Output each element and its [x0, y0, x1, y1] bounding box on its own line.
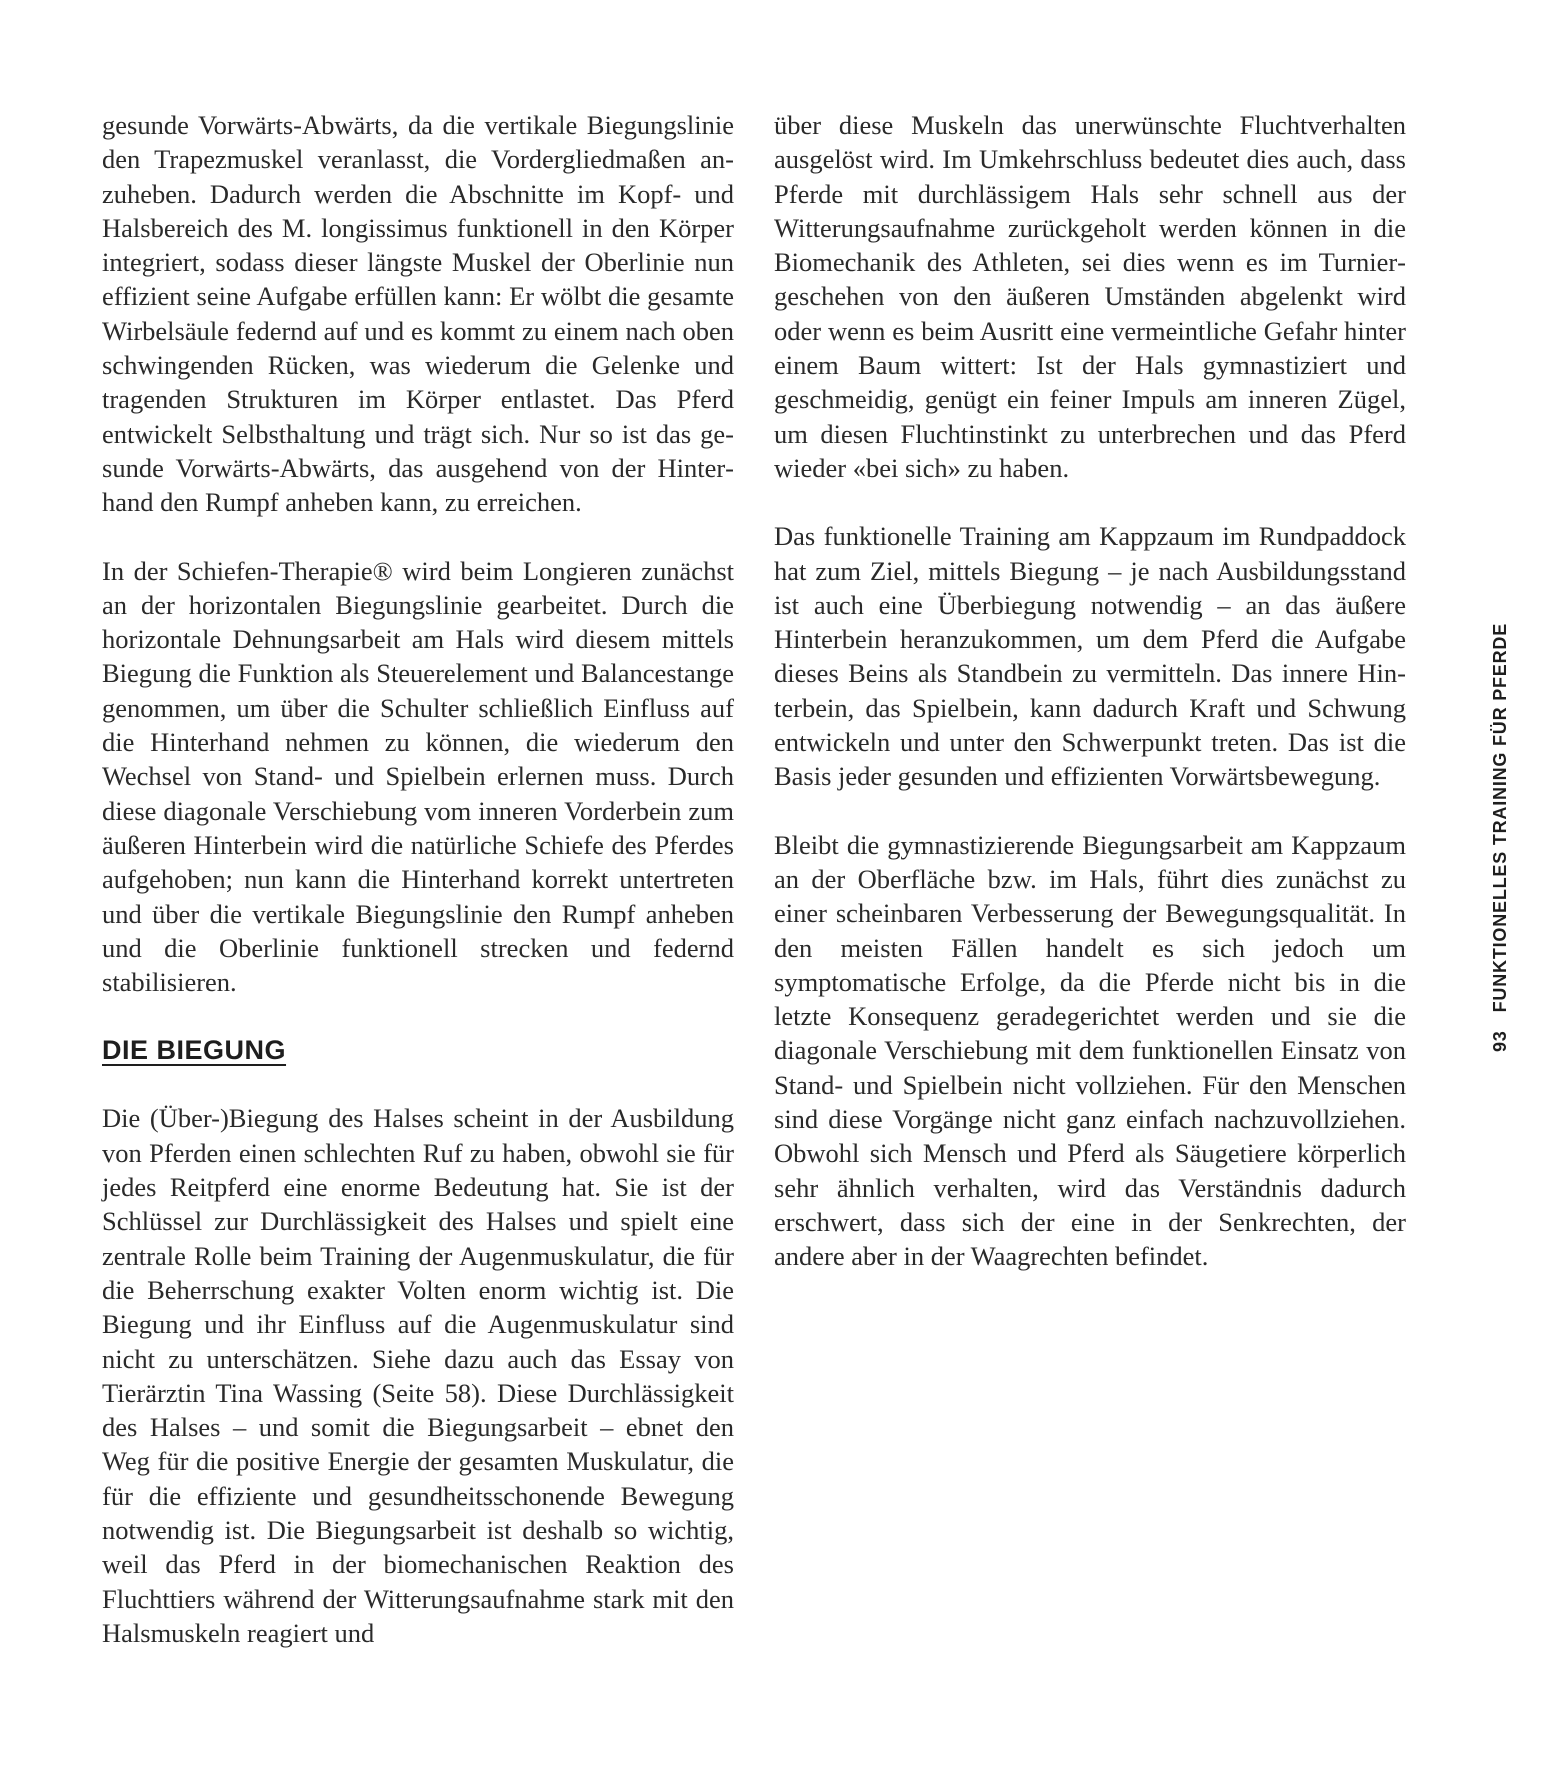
section-heading: DIE BIEGUNG: [102, 1035, 287, 1066]
page-number: 93: [1490, 1030, 1510, 1052]
running-head-title: FUNKTIONELLES TRAINING FÜR PFERDE: [1490, 622, 1510, 1013]
body-paragraph: Bleibt die gymnastizierende Biegungsarbeit am Kappzaum an der Oberfläche bzw. im Hals, führt dies zunächst zu einer scheinbaren Verbesserung der Bewegungsqualität. In den meisten Fällen handelt es sich jedoch um symptomatische Erfolge, da die Pferde nicht bis in die letzte Konsequenz geradegerichtet werden und sie die diagonale Verschiebung mit dem funktionellen Einsatz von Stand- und Spielbein nicht vollziehen. Für den Menschen sind diese Vorgänge nicht ganz einfach nachzuvollziehen. Obwohl sich Mensch und Pferd als Säugetiere körperlich sehr ähnlich verhalten, wird das Verständnis dadurch erschwert, dass sich der eine in der Senkrechten, der andere aber in der Waagrechten befindet.: [774, 829, 1406, 1272]
right-column: [774, 108, 1406, 1274]
body-paragraph: In der Schiefen-Therapie® wird beim Longieren zunächst an der horizontalen Biegungslinie gearbeitet. Durch die horizontale Dehnungsarbeit am Hals wird diesem mittels Biegung die Funktion als Steuerelement und Balancestange genommen, um über die Schulter schließlich Einfluss auf die Hinterhand nehmen zu können, die wiederum den Wechsel von Stand- und Spielbein erlernen muss. Durch diese diagonale Verschiebung vom inneren Vorderbein zum äußeren Hinterbein wird die natürliche Schiefe des Pferdes aufgehoben; nun kann die Hinterhand korrekt untertreten und über die vertikale Biegungslinie den Rumpf anheben und die Oberlinie funktionell strecken und federnd stabilisieren.: [102, 555, 734, 998]
running-head: [1488, 623, 1512, 1052]
body-paragraph: Das funktionelle Training am Kappzaum im Rundpaddock hat zum Ziel, mittels Biegung – je nach Ausbildungsstand ist auch eine Überbiegung notwendig – an das äußere Hinterbein heranzukommen, um dem Pferd die Aufgabe dieses Beins als Standbein zu vermitteln. Das innere Hinterbein, das Spielbein, kann dadurch Kraft und Schwung entwickeln und unter den Schwerpunkt treten. Das ist die Basis jeder gesunden und effizienten Vorwärtsbewegung.: [774, 521, 1406, 792]
body-paragraph: gesunde Vorwärts-Abwärts, da die vertikale Biegungslinie den Trapezmuskel veranlasst, die Vordergliedmaßen anzuheben. Dadurch werden die Abschnitte im Kopf- und Halsbereich des M. longissimus funktionell in den Körper integriert, sodass dieser längste Muskel der Oberlinie nun effizient seine Aufgabe erfüllen kann: Er wölbt die gesamte Wirbelsäule federnd auf und es kommt zu einem nach oben schwingenden Rücken, was wiederum die Gelenke und tragenden Strukturen im Körper entlastet. Das Pferd entwickelt Selbsthaltung und trägt sich. Nur so ist das gesunde Vorwärts-Abwärts, das ausgehend von der Hinterhand den Rumpf anheben kann, zu erreichen.: [102, 110, 734, 518]
body-paragraph: über diese Muskeln das unerwünschte Fluchtverhalten ausgelöst wird. Im Umkehrschluss bedeutet dies auch, dass Pferde mit durchlässigem Hals sehr schnell aus der Witterungsaufnahme zurückgeholt werden können in die Biomechanik des Athleten, sei dies wenn es im Turniergeschehen von den äußeren Umständen abgelenkt wird oder wenn es beim Ausritt eine vermeintliche Gefahr hinter einem Baum wittert: Ist der Hals gymnastiziert und geschmeidig, genügt ein feiner Impuls am inneren Zügel, um diesen Fluchtinstinkt zu unterbrechen und das Pferd wieder «bei sich» zu haben.: [774, 110, 1406, 483]
body-paragraph: Die (Über-)Biegung des Halses scheint in der Ausbildung von Pferden einen schlechten Ruf zu haben, obwohl sie für jedes Reitpferd eine enorme Bedeutung hat. Sie ist der Schlüssel zur Durchlässigkeit des Halses und spielt eine zentrale Rolle beim Training der Augenmuskulatur, die für die Beherrschung exakter Volten enorm wichtig ist. Die Biegung und ihr Einfluss auf die Augenmuskulatur sind nicht zu unterschätzen. Siehe dazu auch das Essay von Tierärztin Tina Wassing (Seite 58). Diese Durchlässigkeit des Halses – und somit die Biegungsarbeit – ebnet den Weg für die positive Energie der gesamten Muskulatur, die für die effiziente und gesundheitsschonende Bewegung notwendig ist. Die Biegungsarbeit ist deshalb so wichtig, weil das Pferd in der biomechanischen Reaktion des Fluchttiers während der Witterungsaufnahme stark mit den Halsmuskeln reagiert und: [102, 1103, 734, 1648]
left-column: [102, 108, 734, 1650]
